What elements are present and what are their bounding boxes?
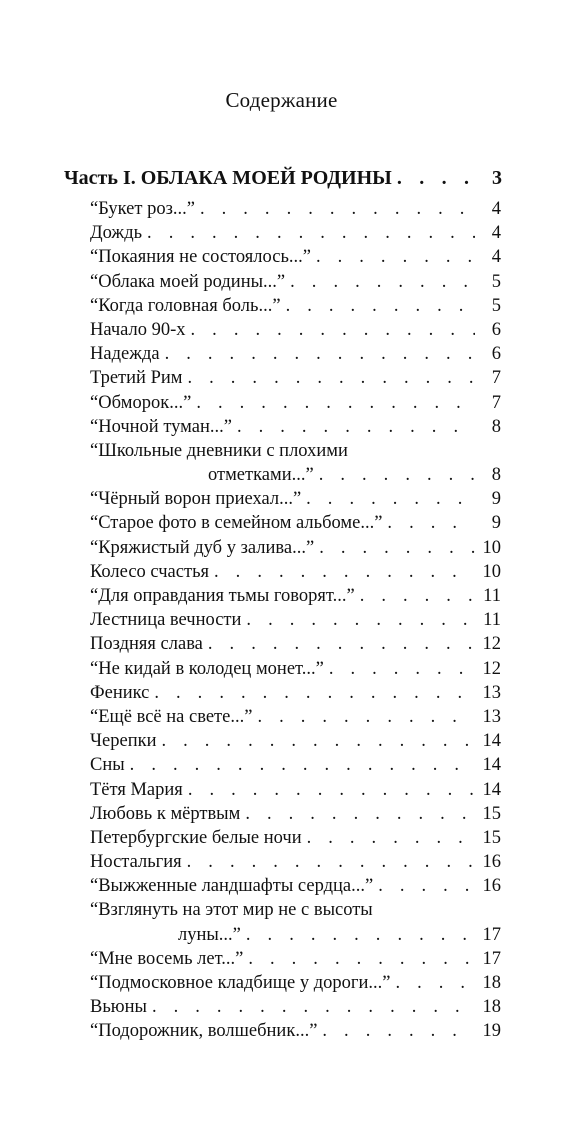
toc-entry-title: Любовь к мёртвым <box>90 803 241 824</box>
toc-leader-dots <box>156 731 475 752</box>
toc-entry-page: 18 <box>482 997 501 1018</box>
toc-entry[interactable] <box>90 562 501 586</box>
toc-entry-page: 6 <box>491 344 501 365</box>
toc-leader-dots <box>285 272 475 293</box>
toc-entry[interactable] <box>90 731 501 755</box>
toc-entry[interactable] <box>90 199 501 223</box>
toc-entry[interactable] <box>90 272 501 296</box>
toc-part-heading[interactable] <box>64 167 502 195</box>
toc-entry-page: 8 <box>491 416 501 437</box>
toc-leader-dots <box>382 513 475 534</box>
toc-entry-page: 17 <box>482 948 501 969</box>
toc-entry[interactable] <box>90 320 501 344</box>
toc-leader-dots <box>160 344 475 365</box>
toc-entry[interactable] <box>90 586 501 610</box>
toc-entry-title: Начало 90-х <box>90 319 186 340</box>
toc-leader-dots <box>252 707 475 728</box>
toc-entry[interactable] <box>90 634 501 658</box>
toc-entry[interactable] <box>90 344 501 368</box>
toc-entry[interactable] <box>90 489 501 513</box>
toc-entry[interactable] <box>90 296 501 320</box>
toc-entry[interactable] <box>90 441 501 465</box>
toc-entry-page: 4 <box>491 247 501 268</box>
toc-entry-page: 18 <box>482 973 501 993</box>
page-title: Содержание <box>225 88 338 112</box>
toc-entry-page: 4 <box>491 199 501 219</box>
toc-entry-page: 5 <box>491 295 501 316</box>
toc-entry-page: 10 <box>482 537 501 558</box>
toc-entry[interactable] <box>90 368 501 392</box>
toc-entry-page: 12 <box>482 658 501 679</box>
toc-entry-title: “Выжженные ландшафты сердца...” <box>90 876 374 897</box>
toc-entry[interactable] <box>90 513 501 537</box>
toc-entry-title: “Подмосковное кладбище у дороги...” <box>90 973 391 993</box>
toc-entry-title: “Подорожник, волшебник...” <box>90 1021 318 1042</box>
toc-entry-title: “Облака моей родины...” <box>90 271 286 292</box>
toc-entry[interactable] <box>90 393 501 417</box>
toc-entry[interactable] <box>90 538 501 562</box>
toc-entry-title: “Для оправдания тьмы говорят...” <box>90 586 355 606</box>
toc-entry[interactable] <box>90 659 501 683</box>
toc-entry[interactable] <box>90 780 501 804</box>
toc-leader-dots <box>240 804 475 825</box>
toc-leader-dots <box>182 852 475 873</box>
toc-entry-page: 4 <box>491 223 501 244</box>
toc-entry[interactable] <box>90 707 501 731</box>
toc-entry-page: 7 <box>491 392 501 413</box>
toc-part-title: Часть I. ОБЛАКА МОЕЙ РОДИНЫ <box>64 167 392 189</box>
toc-entry-page: 15 <box>482 827 501 848</box>
toc-leader-dots <box>186 320 475 341</box>
toc-entry[interactable] <box>90 1021 501 1045</box>
toc-entry-page: 5 <box>491 271 501 292</box>
toc-entry-page: 8 <box>491 465 501 486</box>
toc-leader-dots <box>209 562 475 583</box>
toc-entry-page: 7 <box>491 368 501 389</box>
toc-entry-title-continuation: луны...” <box>178 924 241 945</box>
toc-leader-dots <box>302 828 475 849</box>
toc-leader-dots <box>281 296 475 317</box>
toc-leader-dots <box>301 489 475 510</box>
toc-leader-dots <box>317 1021 475 1042</box>
toc-entry-page: 17 <box>482 924 501 945</box>
toc-leader-dots <box>241 925 475 946</box>
toc-leader-dots <box>392 167 476 190</box>
toc-entry[interactable] <box>90 804 501 828</box>
toc-entry[interactable] <box>90 610 501 634</box>
toc-entry[interactable] <box>90 683 501 707</box>
toc-entry[interactable] <box>90 973 501 997</box>
toc-entry-page: 12 <box>482 634 501 655</box>
toc-entry-title: Тётя Мария <box>90 779 183 800</box>
toc-entry[interactable] <box>90 852 501 876</box>
toc-entry-title: Вьюны <box>90 997 147 1018</box>
toc-entry-title: “Кряжистый дуб у залива...” <box>90 537 315 558</box>
toc-part-page: 3 <box>492 167 502 189</box>
toc-leader-dots <box>125 755 475 776</box>
toc-entry-title: Поздняя слава <box>90 634 203 655</box>
toc-entry-title: “Мне восемь лет...” <box>90 948 244 969</box>
toc-entry-title: “Ещё всё на свете...” <box>90 706 253 727</box>
toc-entry-page: 19 <box>482 1021 501 1042</box>
toc-entry[interactable] <box>90 417 501 441</box>
toc-leader-dots <box>195 199 475 220</box>
toc-leader-dots <box>147 997 475 1018</box>
toc-entry-title: “Не кидай в колодец монет...” <box>90 658 324 679</box>
toc-entry-page: 9 <box>491 489 501 510</box>
toc-entry[interactable] <box>90 949 501 973</box>
toc-entry-page: 13 <box>482 706 501 727</box>
toc-entry-title: “Покаяния не состоялось...” <box>90 247 311 268</box>
toc-leader-dots <box>243 949 475 970</box>
toc-leader-dots <box>232 417 475 438</box>
toc-entry-title: Ностальгия <box>90 852 182 873</box>
toc-entry-title: “Чёрный ворон приехал...” <box>90 489 302 510</box>
toc-entry-page: 6 <box>491 319 501 340</box>
toc-leader-dots <box>203 634 475 655</box>
toc-entry-page: 14 <box>482 779 501 800</box>
toc-leader-dots <box>149 683 475 704</box>
toc-entry-title-continuation: отметками...” <box>208 465 314 486</box>
toc-list <box>90 199 501 1046</box>
toc-entry-title: “Ночной туман...” <box>90 416 232 437</box>
toc-leader-dots <box>324 659 475 680</box>
toc-entry-continuation[interactable] <box>90 925 501 949</box>
toc-entry-title: Колесо счастья <box>90 561 210 582</box>
toc-leader-dots <box>142 223 475 244</box>
toc-leader-dots <box>390 973 475 994</box>
toc-entry[interactable] <box>90 876 501 900</box>
toc-entry-page: 9 <box>491 513 501 534</box>
toc-entry-title: Надежда <box>90 344 160 365</box>
toc-entry-title: “Когда головная боль...” <box>90 295 281 316</box>
toc-entry-page: 16 <box>482 852 501 873</box>
toc-leader-dots <box>191 393 475 414</box>
toc-entry-page: 14 <box>482 755 501 776</box>
toc-entry[interactable] <box>90 828 501 852</box>
toc-leader-dots <box>241 610 475 631</box>
toc-entry-page: 11 <box>483 610 501 631</box>
toc-entry-page: 16 <box>482 876 501 897</box>
toc-entry-title: “Школьные дневники с плохими <box>90 440 348 461</box>
toc-entry-page: 15 <box>482 803 501 824</box>
toc-entry[interactable] <box>90 247 501 271</box>
toc-entry-title: “Взглянуть на этот мир не с высоты <box>90 900 373 921</box>
toc-entry[interactable] <box>90 223 501 247</box>
toc-leader-dots <box>314 538 475 559</box>
toc-leader-dots <box>355 586 475 607</box>
toc-entry-page: 10 <box>482 561 501 582</box>
toc-entry[interactable] <box>90 997 501 1021</box>
toc-leader-dots <box>314 465 475 486</box>
toc-entry-page: 14 <box>482 731 501 752</box>
toc-entry-title: Петербургские белые ночи <box>90 827 302 848</box>
toc-entry-page: 11 <box>483 586 501 606</box>
toc-entry-page: 13 <box>482 682 501 703</box>
toc-entry[interactable] <box>90 755 501 779</box>
toc-entry-title: Феникс <box>90 682 150 703</box>
toc-entry[interactable] <box>90 900 501 924</box>
toc-entry-title: Черепки <box>90 731 157 752</box>
toc-entry-title: “Старое фото в семейном альбоме...” <box>90 513 383 534</box>
toc-leader-dots <box>311 247 475 268</box>
toc-entry-continuation[interactable] <box>90 465 501 489</box>
toc-entry-title: Дождь <box>90 223 143 244</box>
toc-leader-dots <box>183 780 475 801</box>
toc-leader-dots <box>373 876 475 897</box>
toc-entry-title: Лестница вечности <box>90 610 242 631</box>
toc-entry-title: Третий Рим <box>90 368 183 389</box>
toc-leader-dots <box>182 368 475 389</box>
toc-entry-title: “Букет роз...” <box>90 199 195 219</box>
toc-entry-title: Сны <box>90 755 125 776</box>
toc-entry-title: “Обморок...” <box>90 392 192 413</box>
